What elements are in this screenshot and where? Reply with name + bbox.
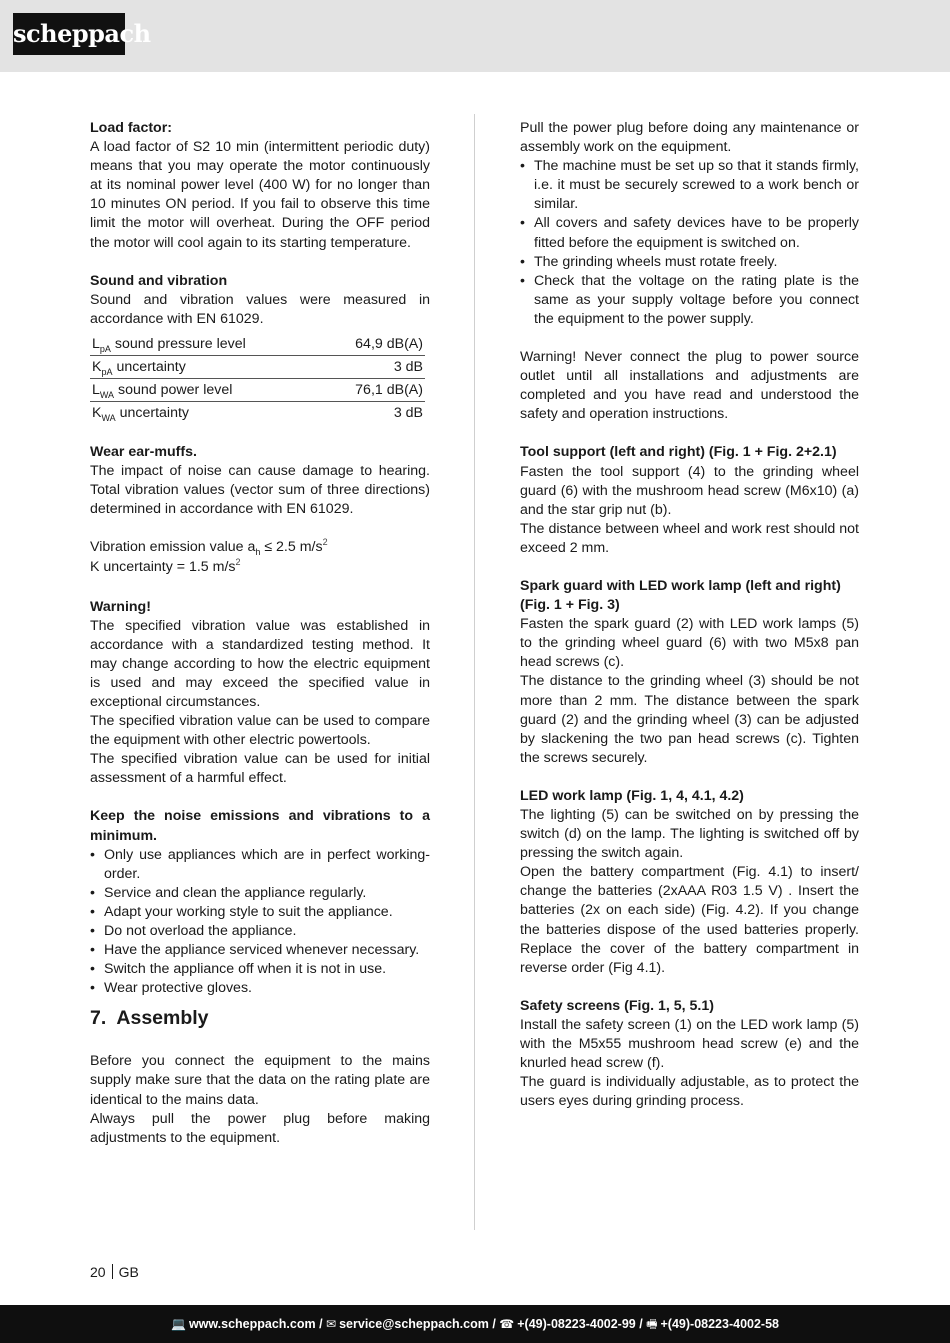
table-row: $L_{WA}$ sound power level 76,1 dB(A) [90, 378, 425, 401]
tool-support-heading: Tool support (left and right) (Fig. 1 + Fig. 2+2.1) [520, 444, 837, 461]
warning-text-2: The specified vibration value can be used to compare the equipment with other electric powertools. [90, 713, 430, 749]
led-lamp-text-1: The lighting (5) can be switched on by pressing the switch (d) on the lamp. The lighting is switched off by pressing the switch again. [520, 807, 859, 862]
phone-number: +(49)-08223-4002-99 / [517, 1317, 643, 1331]
sound-values-table [90, 333, 425, 424]
tool-support-text-1: Fasten the tool support (4) to the grinding wheel guard (6) with the mushroom head screw (M6x10) (a) and the star grip nut (b). [520, 463, 859, 518]
fax-icon: 🖷 [646, 1317, 658, 1331]
assembly-text-1: Before you connect the equipment to the mains supply make sure that the data on the rating plate are identical to the mains data. [90, 1053, 430, 1108]
safety-screens-text-1: Install the safety screen (1) on the LED work lamp (5) with the M5x55 mushroom head screw (e) and the knurled head screw (f). [520, 1016, 859, 1072]
list-item: • Switch the appliance off when it is not in use. [90, 960, 430, 979]
list-item: • Check that the voltage on the rating plate is the same as your supply voltage before you connect the equipment to the power supply. [520, 272, 859, 329]
connection-warning: Warning! Never connect the plug to power source outlet until all installations and adjustments are completed and you have read and understood the safety and operation instructions. [520, 349, 859, 423]
table-row: $K_{WA}$ uncertainty 3 dB [92, 404, 423, 423]
maintenance-intro: Pull the power plug before doing any maintenance or assembly work on the equipment. [520, 120, 859, 156]
warning-text-3: The specified vibration value can be used for initial assessment of a harmful effect. [90, 751, 430, 787]
phone-icon: ☎ [499, 1317, 515, 1331]
load-factor-heading: Load factor: [90, 120, 172, 136]
led-lamp-text-2: Open the battery compartment (Fig. 4.1) to insert/ change the batteries (2xAAA R03 1.5 V) . Insert the batteries (2x on each side) (Fig. 4.2). If you change the batteries dispose of the used batteries properly. Replace the cover of the battery compartment in reverse order (Fig 4.1). [520, 864, 859, 976]
earmuffs-heading: Wear ear-muffs. [90, 443, 197, 460]
list-item: • Wear protective gloves. [90, 979, 430, 998]
table-row: $K_{pA}$ uncertainty 3 dB [90, 355, 425, 378]
fax-number: +(49)-08223-4002-58 [660, 1317, 779, 1331]
led-lamp-heading: LED work lamp (Fig. 1, 4, 4.1, 4.2) [520, 787, 744, 804]
computer-icon: 💻 [170, 1317, 186, 1331]
earmuffs-text: The impact of noise can cause damage to hearing. Total vibration values (vector sum of three directions) determined in accordance with EN 61029. [90, 463, 430, 518]
spark-guard-heading: Spark guard with LED work lamp (left and right) (Fig. 1 + Fig. 3) [520, 577, 841, 614]
right-column [520, 119, 859, 1111]
minimum-heading: Keep the noise emissions and vibrations to a minimum. [90, 808, 430, 844]
mail-icon: ✉ [326, 1317, 337, 1331]
table-row: $L_{pA}$ sound pressure level 64,9 dB(A) [90, 333, 425, 356]
list-item: • The grinding wheels must rotate freely. [520, 253, 859, 272]
spark-guard-text-1: Fasten the spark guard (2) with LED work lamps (5) to the grinding wheel guard (6) with two M5x8 pan head screws (c). [520, 616, 859, 671]
assembly-text-2: Always pull the power plug before making adjustments to the equipment. [90, 1110, 430, 1146]
contact-footer [0, 1305, 950, 1343]
column-divider [474, 114, 475, 1230]
sound-text: Sound and vibration values were measured in accordance with EN 61029. [90, 291, 430, 327]
list-item: • Service and clean the appliance regularly. [90, 884, 430, 903]
list-item: • All covers and safety devices have to be properly fitted before the equipment is switched on. [520, 214, 859, 252]
vibration-emission-value: Vibration emission value $a_h \le 2.5$ $m/s^2$ [90, 537, 328, 558]
list-item: • Do not overload the appliance. [90, 922, 430, 941]
assembly-section-title: 7. Assembly [90, 1007, 209, 1030]
list-item: • Only use appliances which are in perfect working-order. [90, 846, 430, 884]
email-link[interactable]: service@scheppach.com / [339, 1317, 496, 1331]
safety-screens-text-2: The guard is individually adjustable, as to protect the users eyes during grinding process. [520, 1074, 859, 1110]
website-link[interactable]: www.scheppach.com / [188, 1317, 323, 1331]
warning-heading: Warning! [90, 598, 151, 615]
sound-heading: Sound and vibration [90, 272, 228, 289]
intro-list [520, 157, 859, 329]
minimum-list [90, 846, 430, 999]
list-item: • Adapt your working style to suit the appliance. [90, 903, 430, 922]
page-number: 20 GB [90, 1264, 139, 1280]
left-column [90, 119, 430, 1148]
brand-logo: scheppach [13, 13, 125, 55]
warning-text-1: The specified vibration value was established in accordance with a standardized testing method. It may change according to how the electric equipment is used and may exceed the specified value in exceptional circumstances. [90, 617, 430, 710]
safety-screens-heading: Safety screens (Fig. 1, 5, 5.1) [520, 997, 714, 1014]
spark-guard-text-2: The distance to the grinding wheel (3) should be not more than 2 mm. The distance between the spark guard (2) and the grinding wheel (3) can be adjusted by slackening the two pan head screws (c). Tighten the screws securely. [520, 673, 859, 766]
load-factor-text: A load factor of S2 10 min (intermittent periodic duty) means that you may operate the motor continuously at its nominal power level (400 W) for no longer than 10 minutes ON period. If you fail to observe this time limit the motor will overheat. During the OFF period the motor will cool again to its starting temperature. [90, 139, 430, 251]
vibration-uncertainty: K uncertainty = 1.5 $m/s^2$ [90, 557, 241, 576]
list-item: • The machine must be set up so that it stands firmly, i.e. it must be securely screwed to a work bench or similar. [520, 157, 859, 214]
list-item: • Have the appliance serviced whenever necessary. [90, 941, 430, 960]
tool-support-text-2: The distance between wheel and work rest should not exceed 2 mm. [520, 520, 859, 556]
page-header [0, 0, 950, 72]
